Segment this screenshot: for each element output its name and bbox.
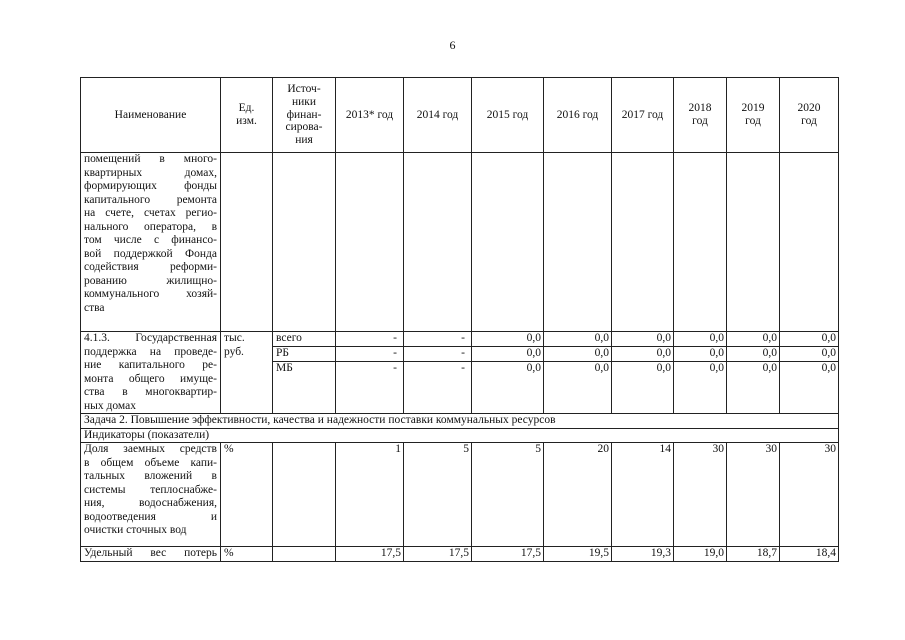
table-cell — [727, 153, 780, 332]
value-cell: 19,0 — [674, 547, 727, 562]
value-cell: - — [404, 347, 472, 362]
value-cell: 30 — [727, 443, 780, 547]
source-cell — [273, 443, 336, 547]
table-cell — [674, 153, 727, 332]
value-cell: 0,0 — [544, 347, 612, 362]
header-year-2016: 2016 год — [544, 78, 612, 153]
indicators-heading: Индикаторы (показатели) — [81, 428, 839, 443]
row-unit-4-1-3: тыс. руб. — [221, 332, 273, 414]
value-cell: 0,0 — [727, 361, 780, 413]
page-number: 6 — [449, 38, 456, 52]
header-year-2015: 2015 год — [472, 78, 544, 153]
table-cell — [221, 153, 273, 332]
header-name: Наименование — [81, 78, 221, 153]
value-cell: 1 — [336, 443, 404, 547]
header-year-2019: 2019 год — [727, 78, 780, 153]
value-cell: 0,0 — [612, 332, 674, 347]
table-row — [81, 414, 839, 429]
table-cell — [404, 153, 472, 332]
table-row — [81, 443, 839, 547]
header-year-2014: 2014 год — [404, 78, 472, 153]
row-name-continuation: помещений в много- квартирных домах, формирующих фонды капитального ремонта на счете, счетах регио- нального оператора, в том числе с финансо- вой поддержкой Фонда содействия реформи- рованию жилищно- коммунального хозяй- ства — [81, 153, 221, 332]
value-cell: 0,0 — [472, 347, 544, 362]
header-year-2018: 2018 год — [674, 78, 727, 153]
table-row — [81, 547, 839, 562]
table-cell — [273, 153, 336, 332]
source-cell — [273, 547, 336, 562]
value-cell: - — [404, 361, 472, 413]
table-cell — [544, 153, 612, 332]
row-name-loans: Доля заемных средств в общем объеме капи- тальных вложений в системы теплоснабже- ния, водоснабжения, водоотведения и очистки сточных вод — [81, 443, 221, 547]
value-cell: - — [336, 347, 404, 362]
value-cell: 30 — [674, 443, 727, 547]
program-table — [80, 77, 839, 562]
value-cell: 20 — [544, 443, 612, 547]
header-unit: Ед. изм. — [221, 78, 273, 153]
value-cell: 0,0 — [544, 332, 612, 347]
value-cell: 18,4 — [780, 547, 839, 562]
source-cell: МБ — [273, 361, 336, 413]
header-year-2020: 2020 год — [780, 78, 839, 153]
value-cell: 19,3 — [612, 547, 674, 562]
value-cell: - — [336, 361, 404, 413]
table-cell — [612, 153, 674, 332]
value-cell: 0,0 — [674, 332, 727, 347]
header-source: Источ- ники финан- сирова- ния — [273, 78, 336, 153]
value-cell: - — [404, 332, 472, 347]
value-cell: 14 — [612, 443, 674, 547]
table-row — [81, 332, 839, 347]
value-cell: 0,0 — [472, 361, 544, 413]
task-2-heading: Задача 2. Повышение эффективности, качества и надежности поставки коммунальных ресурсов — [81, 414, 839, 429]
source-cell: РБ — [273, 347, 336, 362]
header-year-2013: 2013* год — [336, 78, 404, 153]
value-cell: 17,5 — [336, 547, 404, 562]
table-cell — [472, 153, 544, 332]
value-cell: 0,0 — [727, 347, 780, 362]
value-cell: 0,0 — [674, 347, 727, 362]
table-row — [81, 428, 839, 443]
value-cell: 17,5 — [472, 547, 544, 562]
header-year-2017: 2017 год — [612, 78, 674, 153]
value-cell: 30 — [780, 443, 839, 547]
table-header-row — [81, 78, 839, 153]
value-cell: 0,0 — [612, 361, 674, 413]
table-cell — [336, 153, 404, 332]
row-name-losses: Удельный вес потерь — [81, 547, 221, 562]
value-cell: 5 — [404, 443, 472, 547]
value-cell: 18,7 — [727, 547, 780, 562]
value-cell: 0,0 — [674, 361, 727, 413]
unit-cell: % — [221, 443, 273, 547]
value-cell: 5 — [472, 443, 544, 547]
value-cell: - — [336, 332, 404, 347]
table-row — [81, 153, 839, 332]
value-cell: 0,0 — [612, 347, 674, 362]
value-cell: 0,0 — [780, 361, 839, 413]
value-cell: 0,0 — [472, 332, 544, 347]
table-cell — [780, 153, 839, 332]
value-cell: 0,0 — [780, 347, 839, 362]
value-cell: 0,0 — [544, 361, 612, 413]
value-cell: 19,5 — [544, 547, 612, 562]
value-cell: 0,0 — [780, 332, 839, 347]
value-cell: 0,0 — [727, 332, 780, 347]
row-name-4-1-3: 4.1.3. Государственная поддержка на проведе- ние капитального ре- монта общего имуще- ства в многоквартир- ных домах — [81, 332, 221, 414]
value-cell: 17,5 — [404, 547, 472, 562]
source-cell: всего — [273, 332, 336, 347]
unit-cell: % — [221, 547, 273, 562]
